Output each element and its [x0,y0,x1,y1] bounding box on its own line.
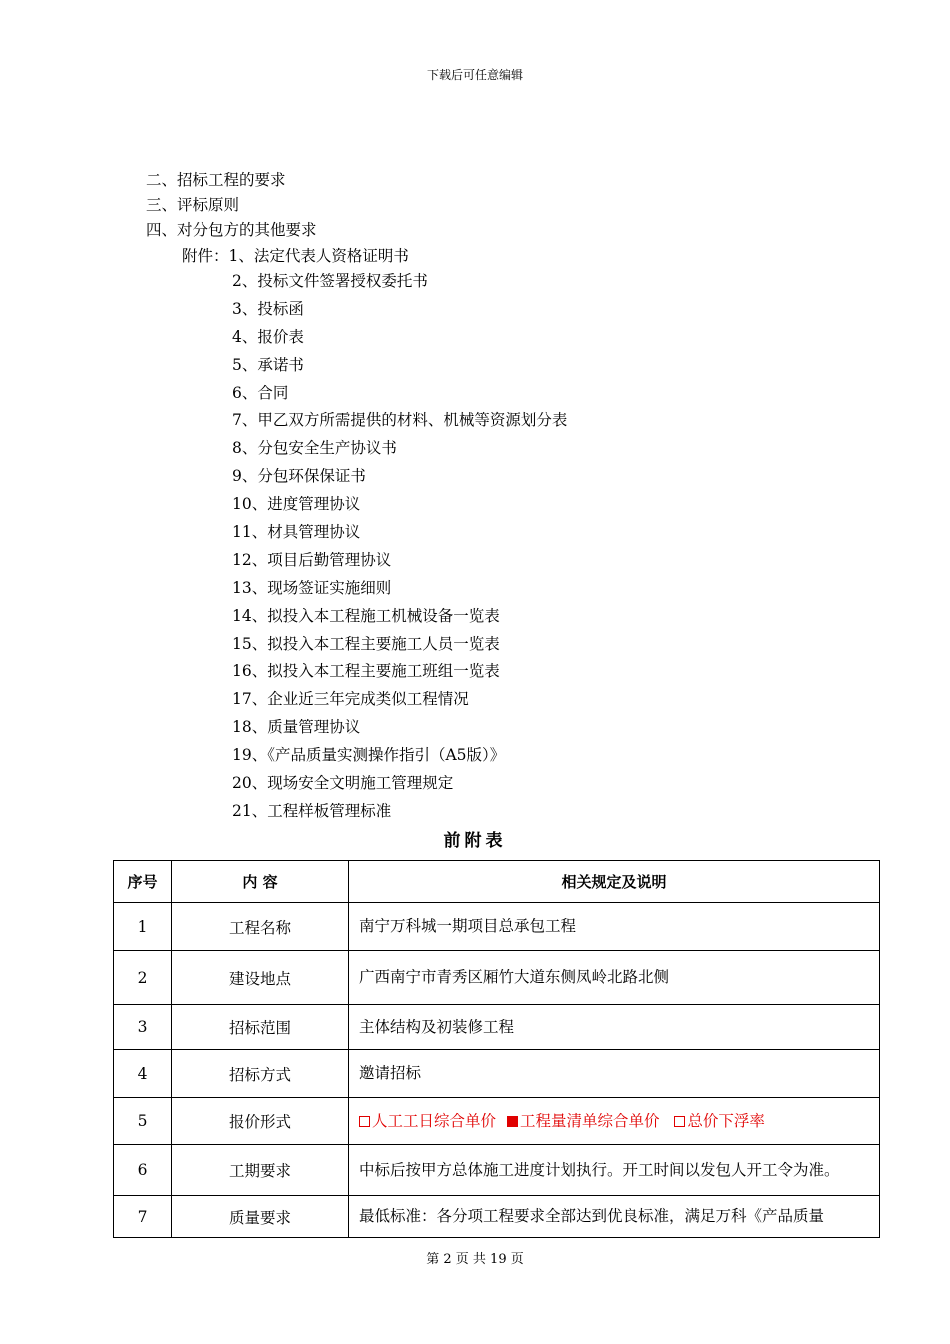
checkbox-filled-icon [507,1116,518,1127]
front-table [113,860,880,1238]
row-no: 4 [114,1050,172,1098]
annex-item: 14、拟投入本工程施工机械设备一览表 [232,606,500,625]
table-row [114,1050,880,1098]
row-item: 招标范围 [172,1005,349,1050]
table-title: 前附表 [443,831,507,851]
annex-item: 5、承诺书 [232,355,304,374]
row-no: 1 [114,903,172,951]
annex-item: 2、投标文件签署授权委托书 [232,272,428,290]
annex-item: 16、拟投入本工程主要施工班组一览表 [232,662,500,681]
row-desc: 中标后按甲方总体施工进度计划执行。开工时间以发包人开工令为准。 [349,1145,880,1196]
annex-item: 19、《产品质量实测操作指引（A5版）》 [232,746,506,765]
table-row [114,1196,880,1238]
page-footer: 第 2 页 共 19 页 [426,1252,524,1267]
annex-item: 11、材具管理协议 [232,523,361,542]
row-no: 7 [114,1196,172,1238]
row-no: 6 [114,1145,172,1196]
annex-item: 1、法定代表人资格证明书 [228,247,409,265]
outline-item: 二、招标工程的要求 [146,171,286,189]
outline-item: 三、评标原则 [146,196,240,214]
annex-item: 12、项目后勤管理协议 [232,550,392,569]
annex-item: 20、现场安全文明施工管理规定 [232,774,454,793]
quote-options [349,1098,880,1145]
row-desc: 邀请招标 [349,1050,880,1098]
annex-item: 6、合同 [232,383,289,402]
row-item: 建设地点 [172,951,349,1005]
annex-item: 17、企业近三年完成类似工程情况 [232,690,469,709]
annex-item: 10、进度管理协议 [232,495,361,514]
annex-item: 18、质量管理协议 [232,718,361,737]
row-no: 3 [114,1005,172,1050]
quote-option[interactable] [674,1112,765,1130]
header-desc: 相关规定及说明 [349,861,880,903]
checkbox-empty-icon [359,1116,370,1127]
annex-first-row [182,244,567,268]
row-item: 招标方式 [172,1050,349,1098]
row-item: 工程名称 [172,903,349,951]
outline-list [146,168,317,243]
table-row [114,951,880,1005]
annex-label: 附件： [182,247,229,265]
row-desc: 最低标准：各分项工程要求全部达到优良标准，满足万科《产品质量 [349,1196,880,1238]
table-row [114,1098,880,1145]
row-no: 5 [114,1098,172,1145]
annex-item: 13、现场签证实施细则 [232,578,392,597]
header-note: 下载后可任意编辑 [426,68,523,82]
header-no: 序号 [114,861,172,903]
quote-option[interactable] [507,1112,660,1130]
quote-option-label: 工程量清单综合单价 [519,1111,660,1130]
annex-item: 9、分包环保保证书 [232,467,366,486]
annex-item: 21、工程样板管理标准 [232,801,392,820]
outline-item: 四、对分包方的其他要求 [146,221,317,239]
quote-option-label: 人工工日综合单价 [372,1111,497,1130]
annex-item: 4、报价表 [232,327,304,346]
annex-list [182,244,567,826]
table-header-row [114,861,880,903]
annex-item: 7、甲乙双方所需提供的材料、机械等资源划分表 [232,411,568,430]
row-desc: 主体结构及初装修工程 [349,1005,880,1050]
annex-item: 15、拟投入本工程主要施工人员一览表 [232,634,500,653]
row-item: 质量要求 [172,1196,349,1238]
quote-option-label: 总价下浮率 [687,1111,765,1130]
annex-item: 3、投标函 [232,299,304,318]
row-desc: 南宁万科城一期项目总承包工程 [349,903,880,951]
annex-item: 8、分包安全生产协议书 [232,439,397,458]
row-no: 2 [114,951,172,1005]
checkbox-empty-icon [674,1116,685,1127]
row-item: 报价形式 [172,1098,349,1145]
table-row [114,1005,880,1050]
row-desc: 广西南宁市青秀区厢竹大道东侧凤岭北路北侧 [349,951,880,1005]
table-row [114,1145,880,1196]
quote-option[interactable] [359,1112,496,1130]
row-item: 工期要求 [172,1145,349,1196]
table-row [114,903,880,951]
header-item: 内 容 [172,861,349,903]
